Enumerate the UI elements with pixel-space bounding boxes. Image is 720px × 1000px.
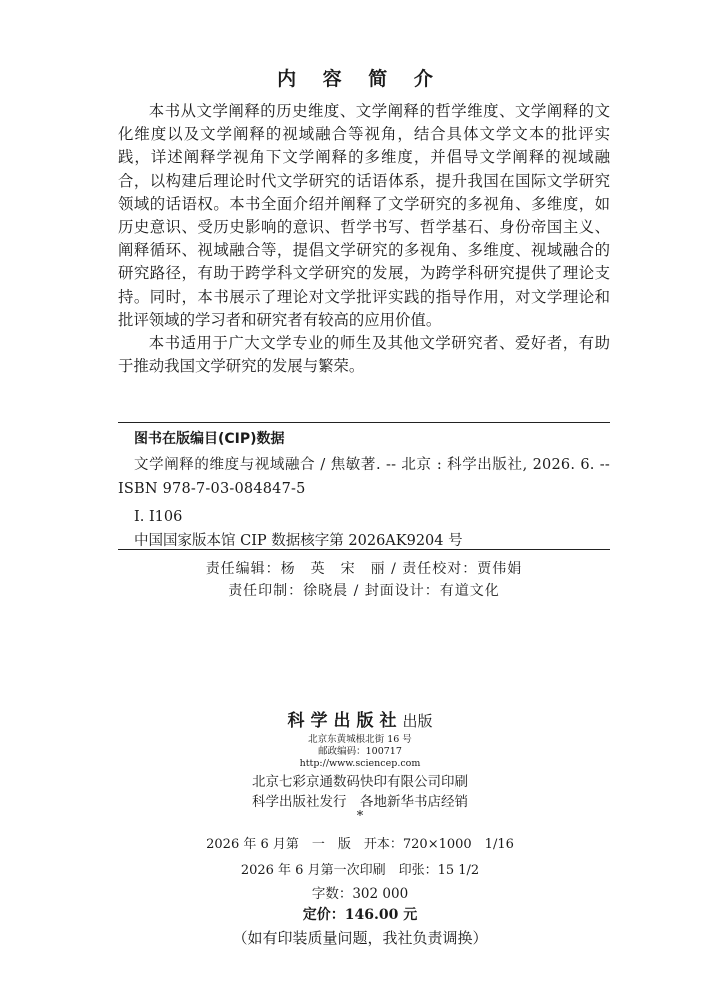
quality-note: （如有印装质量问题，我社负责调换） [232,929,488,947]
editors-line: 责任编辑：杨 英 宋 丽 / 责任校对：贾伟娟 [205,561,523,577]
cip-bottom-rule [118,549,610,550]
word-count: 字数：302 000 [311,886,409,902]
cip-block [118,428,610,553]
publisher-website: http://www.sciencep.com [299,758,421,769]
editors-block [118,558,610,602]
cip-top-rule [118,422,610,423]
publisher-suffix: 出版 [402,712,433,730]
publisher-logotype: 科学出版社 [287,711,403,731]
printing-info: 2026 年 6 月第一次印刷 印张：15 1/2 [240,863,480,878]
summary-section [118,100,610,378]
cip-heading: 图书在版编目(CIP)数据 [134,431,285,447]
colophon [0,708,720,950]
distribution: 科学出版社发行 各地新华书店经销 [252,794,468,810]
summary-paragraph: 本书从文学阐释的历史维度、文学阐释的哲学维度、文学阐释的文化维度以及文学阐释的视域融合等视角，结合具体文学文本的批评实践，详述阐释学视角下文学阐释的多维度，并倡导文学阐释的视域融合，以构建后理论时代文学研究的话语体系，提升我国在国际文学研究领域的话语权。本书全面介绍并阐释了文学研究的多视角、多维度，如历史意识、受历史影响的意识、哲学书写、哲学基石、身份帝国主义、阐释循环、视域融合等，提倡文学研究的多视角、多维度、视域融合的研究路径，有助于跨学科文学研究的发展，为跨学科研究提供了理论支持。同时，本书展示了理论对文学批评实践的指导作用，对文学理论和批评领域的学习者和研究者有较高的应用价值。 [118,102,610,329]
cip-record-number: 中国国家版本馆 CIP 数据核字第 2026AK9204 号 [134,533,463,549]
publisher-postcode: 邮政编码：100717 [318,746,402,757]
publisher-address: 北京东黄城根北街 16 号 [308,734,412,745]
summary-paragraph: 本书适用于广大文学专业的师生及其他文学研究者、爱好者，有助于推动我国文学研究的发展与繁荣。 [118,334,610,376]
page-title: 内 容 简 介 [277,68,443,90]
separator-star: * [356,809,364,824]
editors-line: 责任印制：徐晓晨 / 封面设计：有道文化 [228,583,500,599]
price: 定价：146.00 元 [302,907,418,923]
cip-record: 文学阐释的维度与视域融合 / 焦敏著. -- 北京 : 科学出版社, 2026. 6. -- ISBN 978-7-03-084847-5 [118,457,610,497]
printer: 北京七彩京通数码快印有限公司印刷 [252,774,468,790]
edition-info: 2026 年 6 月第 一 版 开本：720×1000 1/16 [206,837,514,852]
cip-classification: Ⅰ. I106 [134,509,183,525]
